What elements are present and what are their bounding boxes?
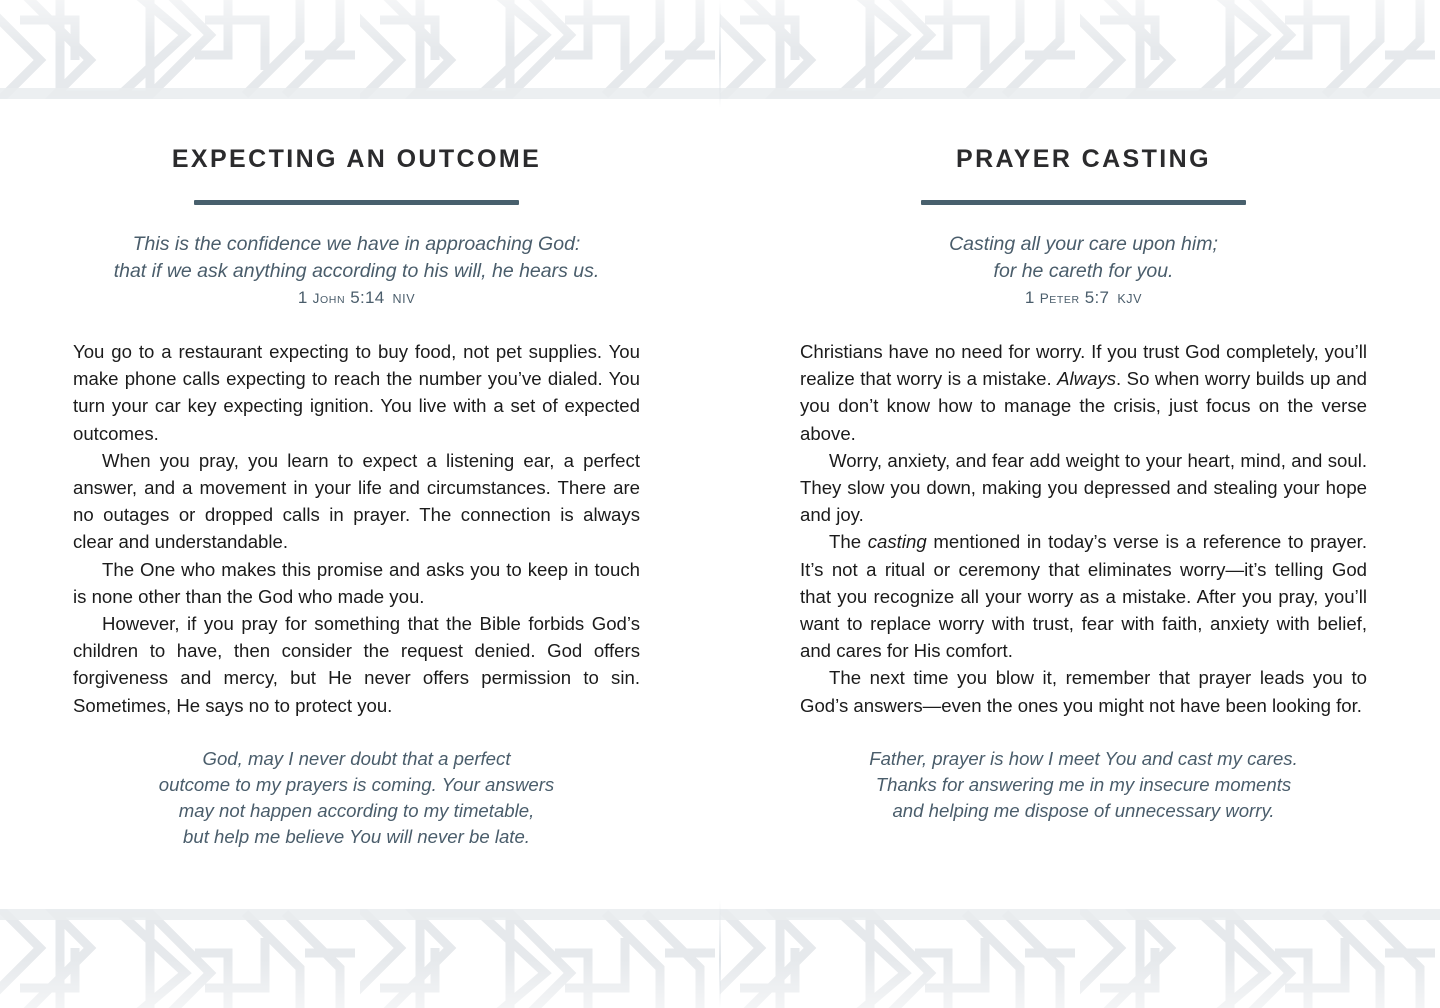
epigraph-line: for he careth for you. [993,259,1174,282]
title-rule-left [194,200,519,205]
body-paragraph: The One who makes this promise and asks you to keep in touch is none other than the God who made you. [73,558,640,607]
prayer-line: Father, prayer is how I meet You and cast my cares. [869,747,1298,769]
page-spine-top [719,0,721,108]
prayer-line: may not happen according to my timetable, [178,799,535,821]
epigraph-line: This is the confidence we have in approaching God: [132,233,581,255]
devotional-body-left [73,338,640,719]
left-page [0,108,720,900]
closing-prayer-left [73,746,640,850]
reference-verse: 5:14 [350,288,385,307]
closing-prayer-right [800,746,1367,824]
reference-verse: 5:7 [1084,288,1110,307]
reference-translation: NIV [392,292,416,306]
prayer-line: God, may I never doubt that a perfect [202,747,511,769]
body-paragraph: Christians have no need for worry. If you trust God completely, you’ll realize that worry is a mistake. Always. So when worry builds up and you don’t know how to manage the crisis, just focus on the verse above. [800,341,1368,444]
epigraph-line: that if we ask anything according to his will, he hears us. [113,259,600,282]
title-rule-left-wrapper [73,200,640,205]
two-page-spread [0,108,1440,900]
epigraph-line: Casting all your care upon him; [949,233,1218,255]
title-rule-right-wrapper [800,200,1367,205]
reference-book: PETER [1039,291,1080,306]
right-page [720,108,1440,900]
devotional-body-right [800,338,1367,719]
title-rule-right [921,200,1246,205]
scripture-reference-left [73,288,640,308]
body-paragraph: You go to a restaurant expecting to buy food, not pet supplies. You make phone calls expecting to reach the number you’ve dialed. You turn your car key expecting ignition. You live with a set of expected outcomes. [73,341,640,444]
page-spine-bottom [719,900,721,1008]
scripture-reference-right [800,288,1367,308]
reference-book: JOHN [312,291,346,306]
prayer-line: outcome to my prayers is coming. Your answers [158,773,555,795]
page-title-right: PRAYER CASTING [956,145,1211,173]
scripture-epigraph-left [73,231,640,284]
reference-number: 1 [297,288,308,307]
body-paragraph: The casting mentioned in today’s verse is a reference to prayer. It’s not a ritual or ceremony that eliminates worry—it’s telling God that you recognize all your worry as a mistake. After you pray, you’ll want to replace worry with trust, fear with faith, anxiety with belief, and cares for His comfort. [800,531,1367,662]
body-paragraph: The next time you blow it, remember that prayer leads you to God’s answers—even the ones you might not have been looking for. [800,667,1367,716]
reference-translation: KJV [1117,292,1143,306]
body-paragraph: Worry, anxiety, and fear add weight to your heart, mind, and soul. They slow you down, making you depressed and stealing your hope and joy. [800,449,1367,526]
page-title-left: EXPECTING AN OUTCOME [171,145,542,173]
body-paragraph: When you pray, you learn to expect a listening ear, a perfect answer, and a movement in your life and circumstances. There are no outages or dropped calls in prayer. The connection is always clear and understandable. [73,449,640,553]
body-paragraph: However, if you pray for something that the Bible forbids God’s children to have, then consider the request denied. God offers forgiveness and mercy, but He never offers permission to sin. Sometimes, He says no to protect you. [73,613,640,716]
prayer-line: and helping me dispose of unnecessary worry. [892,799,1275,821]
reference-number: 1 [1024,288,1035,307]
scripture-epigraph-right [800,231,1367,284]
prayer-line: but help me believe You will never be late. [183,825,530,847]
prayer-line: Thanks for answering me in my insecure moments [875,773,1292,795]
